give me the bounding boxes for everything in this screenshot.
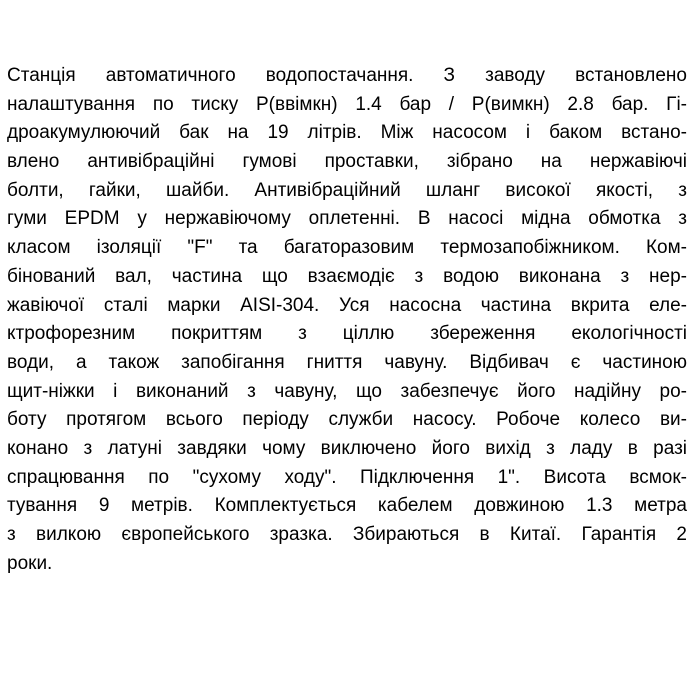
- paragraph-line: болти, гайки, шайби. Антивібраційний шланг високої якості, з: [7, 179, 687, 201]
- paragraph-line: класом ізоляції "F" та багаторазовим термозапобіжником. Ком-: [7, 237, 687, 259]
- paragraph-line: влено антивібраційні гумові проставки, зібрано на нержавіючі: [7, 151, 687, 173]
- paragraph-line: жавіючої сталі марки AISI-304. Уся насосна частина вкрита еле-: [7, 294, 687, 316]
- paragraph-line: налаштування по тиску Р(ввімкн) 1.4 бар / Р(вимкн) 2.8 бар. Гі-: [7, 93, 687, 115]
- paragraph-line: конано з латуні завдяки чому виключено його вихід з ладу в разі: [7, 437, 687, 459]
- paragraph-line: Станція автоматичного водопостачання. З заводу встановлено: [7, 65, 687, 86]
- paragraph-line: тування 9 метрів. Комплектується кабелем довжиною 1.3 метра: [7, 495, 687, 517]
- paragraph-line: дроакумулюючий бак на 19 літрів. Між насосом і баком встано-: [7, 122, 687, 144]
- paragraph-line: з вилкою європейського зразка. Збираються в Китаї. Гарантія 2: [7, 524, 687, 545]
- product-description-paragraph: [7, 62, 687, 578]
- paragraph-line: води, а також запобігання гниття чавуну. Відбивач є частиною: [7, 351, 687, 373]
- paragraph-line: ктрофорезним покриттям з ціллю збереження екологічності: [7, 323, 687, 345]
- paragraph-line: роки.: [7, 552, 53, 574]
- paragraph-line: спрацювання по "сухому ходу". Підключення 1". Висота всмок-: [7, 466, 687, 488]
- paragraph-line: боту протягом всього періоду служби насосу. Робоче колесо ви-: [7, 409, 687, 431]
- paragraph-line: щит-ніжки і виконаний з чавуну, що забезпечує його надійну ро-: [7, 380, 687, 402]
- paragraph-line: бінований вал, частина що взаємодіє з водою виконана з нер-: [7, 265, 687, 287]
- paragraph-line: гуми EPDM у нержавіючому оплетенні. В насосі мідна обмотка з: [7, 208, 687, 230]
